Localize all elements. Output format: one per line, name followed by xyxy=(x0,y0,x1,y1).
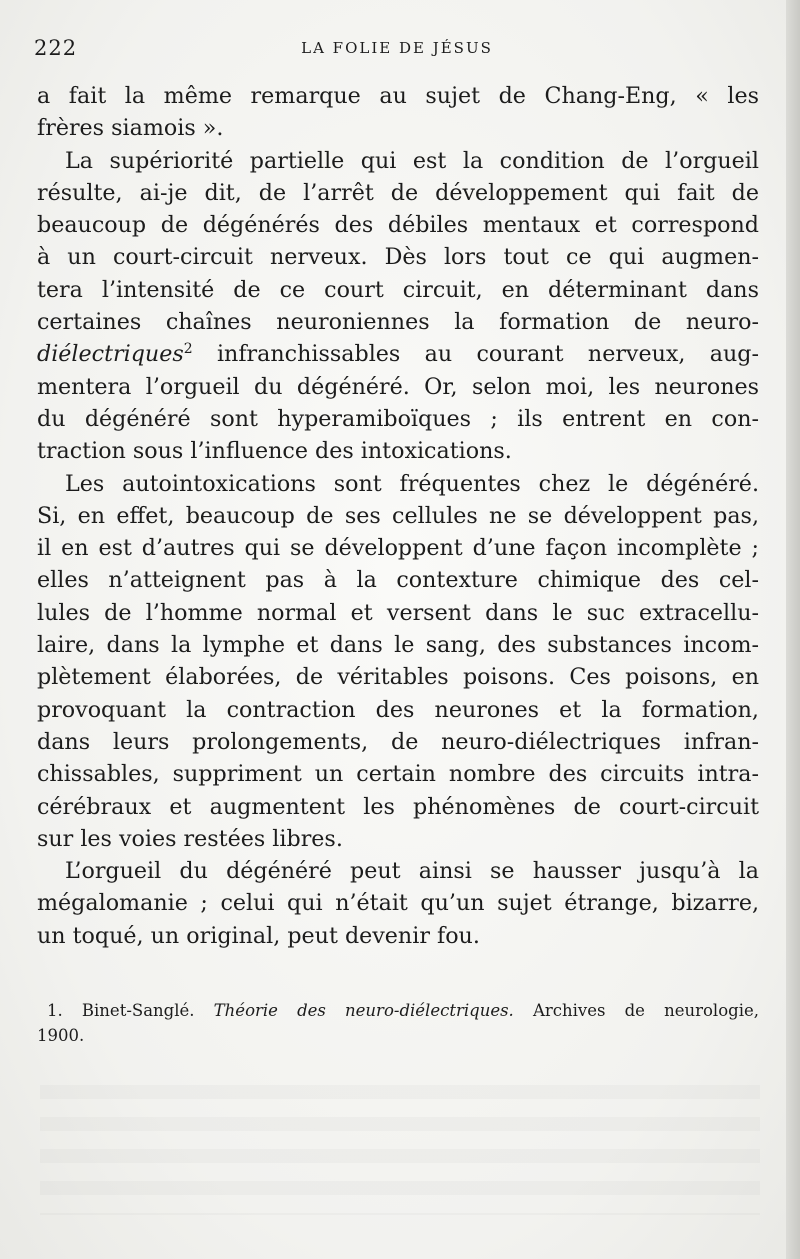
running-header xyxy=(34,36,760,64)
text-line: frères siamois ». xyxy=(37,115,224,142)
paragraph-start-line: La supériorité partielle qui est la condition de l’orgueil xyxy=(65,147,759,174)
text-fragment: certaines chaînes neuroniennes la formation de neuro- xyxy=(37,309,759,336)
text-line: beaucoup de dégénérés des débiles mentaux et correspond xyxy=(37,212,759,239)
text-line: a fait la même remarque au sujet de Chang-Eng, « les xyxy=(37,83,759,109)
footnote xyxy=(37,998,759,1048)
text-line: chissables, suppriment un certain nombre des circuits intra- xyxy=(37,761,759,788)
footnote-reference[interactable]: 2 xyxy=(183,341,193,358)
text-line: cérébraux et augmentent les phénomènes de court-circuit xyxy=(37,793,759,820)
text-line xyxy=(37,306,759,338)
text-line: du dégénéré sont hyperamiboïques ; ils entrent en con- xyxy=(37,405,759,432)
text-line: traction sous l’influence des intoxications. xyxy=(37,438,512,465)
text-line: laire, dans la lymphe et dans le sang, des substances incom- xyxy=(37,632,759,659)
footnote-year: 1900. xyxy=(37,1026,85,1045)
text-fragment: infranchissables au courant nerveux, aug- xyxy=(192,341,759,368)
bleed-through-texture xyxy=(40,1085,760,1215)
text-line: lules de l’homme normal et versent dans le suc extracellu- xyxy=(37,599,759,626)
text-line: tera l’intensité de ce court circuit, en déterminant dans xyxy=(37,276,759,303)
page-edge-shadow xyxy=(786,0,800,1259)
text-line: sur les voies restées libres. xyxy=(37,825,343,852)
text-line: dans leurs prolongements, de neuro-diélectriques infran- xyxy=(37,728,759,755)
footnote-title: Théorie des neuro-diélectriques. xyxy=(213,1001,514,1020)
text-line: mégalomanie ; celui qui n’était qu’un sujet étrange, bizarre, xyxy=(37,890,759,917)
paragraph-start-line: Les autointoxications sont fréquentes chez le dégénéré. xyxy=(65,470,759,497)
text-line: Si, en effet, beaucoup de ses cellules ne se développent pas, xyxy=(37,502,759,529)
running-title: LA FOLIE DE JÉSUS xyxy=(301,39,493,57)
footnote-line xyxy=(37,998,759,1023)
footnote-text: 1. Binet-Sanglé. xyxy=(47,1001,214,1020)
text-line: mentera l’orgueil du dégénéré. Or, selon moi, les neurones xyxy=(37,373,759,400)
text-line-with-footnote-ref xyxy=(37,338,759,370)
text-line: résulte, ai-je dit, de l’arrêt de développement qui fait de xyxy=(37,179,759,206)
text-line: à un court-circuit nerveux. Dès lors tout ce qui augmen- xyxy=(37,244,759,271)
text-line: plètement élaborées, de véritables poisons. Ces poisons, en xyxy=(37,664,759,691)
italic-term: diélectriques xyxy=(37,341,184,368)
main-text xyxy=(37,80,759,952)
text-line: un toqué, un original, peut devenir fou. xyxy=(37,922,480,949)
text-line: provoquant la contraction des neurones et la formation, xyxy=(37,696,759,723)
text-line: il en est d’autres qui se développent d’une façon incomplète ; xyxy=(37,535,759,562)
paragraph-start-line: L’orgueil du dégénéré peut ainsi se hausser jusqu’à la xyxy=(65,858,759,885)
text-line: elles n’atteignent pas à la contexture chimique des cel- xyxy=(37,567,759,594)
footnote-text: Archives de neurologie, xyxy=(513,1001,759,1020)
page-number: 222 xyxy=(34,36,78,60)
